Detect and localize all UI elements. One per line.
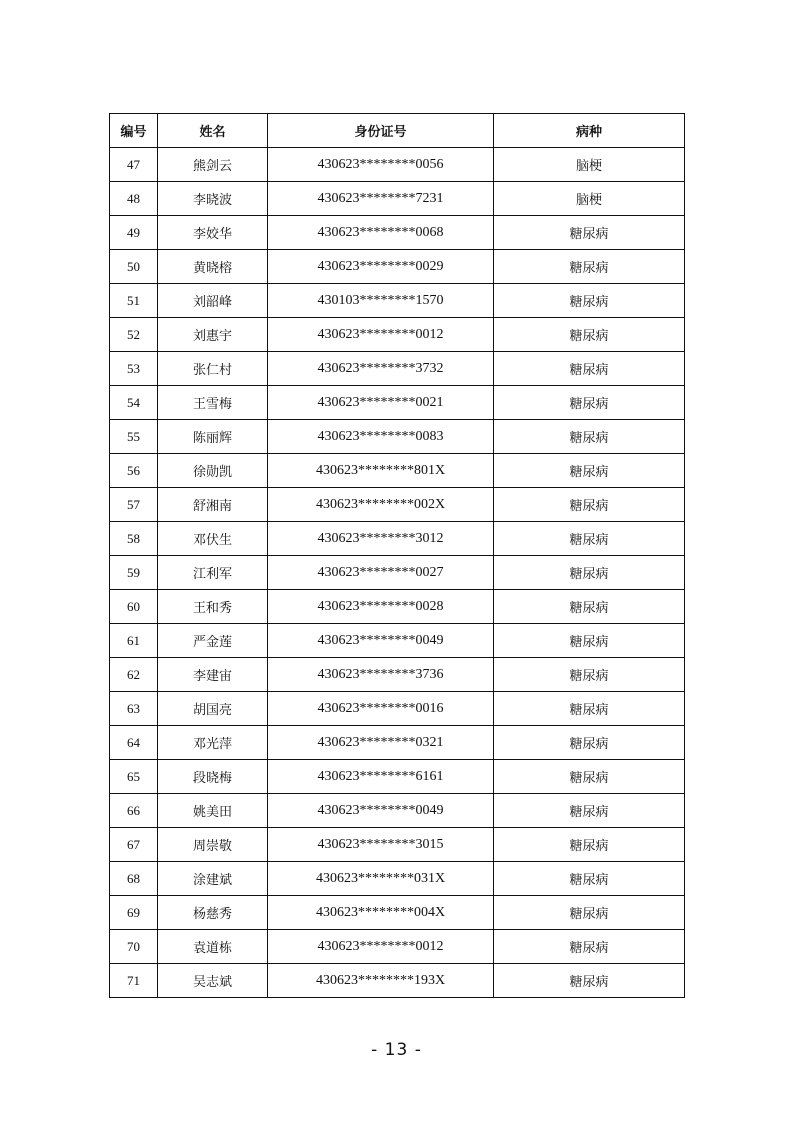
table-row <box>110 896 685 930</box>
cell-disease: 糖尿病 <box>494 726 685 760</box>
header-num: 编号 <box>110 114 158 148</box>
cell-id: 430623********0012 <box>268 930 494 964</box>
header-row <box>110 114 685 148</box>
cell-num: 53 <box>110 352 158 386</box>
cell-disease: 糖尿病 <box>494 352 685 386</box>
cell-name: 陈丽辉 <box>158 420 268 454</box>
cell-num: 65 <box>110 760 158 794</box>
cell-disease: 糖尿病 <box>494 284 685 318</box>
cell-id: 430623********801X <box>268 454 494 488</box>
cell-num: 63 <box>110 692 158 726</box>
cell-num: 59 <box>110 556 158 590</box>
table-row <box>110 862 685 896</box>
cell-disease: 糖尿病 <box>494 250 685 284</box>
cell-name: 严金莲 <box>158 624 268 658</box>
table-row <box>110 250 685 284</box>
table-header <box>110 114 685 148</box>
cell-id: 430623********0083 <box>268 420 494 454</box>
cell-id: 430623********0016 <box>268 692 494 726</box>
table-row <box>110 454 685 488</box>
table-row <box>110 760 685 794</box>
cell-name: 杨慈秀 <box>158 896 268 930</box>
table-row <box>110 658 685 692</box>
cell-id: 430623********0028 <box>268 590 494 624</box>
cell-name: 张仁村 <box>158 352 268 386</box>
cell-name: 刘韶峰 <box>158 284 268 318</box>
table-row <box>110 420 685 454</box>
cell-name: 邓伏生 <box>158 522 268 556</box>
table-row <box>110 148 685 182</box>
cell-disease: 糖尿病 <box>494 454 685 488</box>
table-row <box>110 964 685 998</box>
table-row <box>110 522 685 556</box>
cell-disease: 糖尿病 <box>494 896 685 930</box>
cell-id: 430623********3732 <box>268 352 494 386</box>
table-row <box>110 828 685 862</box>
cell-id: 430623********3736 <box>268 658 494 692</box>
cell-name: 袁道栋 <box>158 930 268 964</box>
cell-name: 李晓波 <box>158 182 268 216</box>
cell-id: 430623********0021 <box>268 386 494 420</box>
cell-id: 430623********002X <box>268 488 494 522</box>
table-row <box>110 624 685 658</box>
cell-num: 61 <box>110 624 158 658</box>
cell-id: 430623********193X <box>268 964 494 998</box>
cell-disease: 糖尿病 <box>494 930 685 964</box>
cell-id: 430623********031X <box>268 862 494 896</box>
cell-num: 48 <box>110 182 158 216</box>
cell-num: 62 <box>110 658 158 692</box>
table-row <box>110 284 685 318</box>
cell-id: 430623********3012 <box>268 522 494 556</box>
cell-id: 430623********0027 <box>268 556 494 590</box>
table-row <box>110 386 685 420</box>
cell-num: 57 <box>110 488 158 522</box>
table-row <box>110 794 685 828</box>
table-row <box>110 182 685 216</box>
cell-name: 舒湘南 <box>158 488 268 522</box>
cell-disease: 脑梗 <box>494 182 685 216</box>
cell-num: 69 <box>110 896 158 930</box>
table-row <box>110 216 685 250</box>
cell-id: 430623********7231 <box>268 182 494 216</box>
cell-disease: 糖尿病 <box>494 488 685 522</box>
cell-disease: 糖尿病 <box>494 590 685 624</box>
cell-name: 李姣华 <box>158 216 268 250</box>
table-row <box>110 318 685 352</box>
cell-name: 段晓梅 <box>158 760 268 794</box>
cell-id: 430623********0012 <box>268 318 494 352</box>
cell-name: 熊剑云 <box>158 148 268 182</box>
cell-id: 430103********1570 <box>268 284 494 318</box>
cell-num: 55 <box>110 420 158 454</box>
cell-num: 60 <box>110 590 158 624</box>
table-row <box>110 556 685 590</box>
cell-name: 胡国亮 <box>158 692 268 726</box>
table-row <box>110 726 685 760</box>
cell-num: 58 <box>110 522 158 556</box>
cell-name: 吴志斌 <box>158 964 268 998</box>
cell-id: 430623********0321 <box>268 726 494 760</box>
cell-name: 王雪梅 <box>158 386 268 420</box>
cell-id: 430623********0049 <box>268 624 494 658</box>
cell-num: 54 <box>110 386 158 420</box>
cell-name: 刘惠宇 <box>158 318 268 352</box>
cell-name: 李建宙 <box>158 658 268 692</box>
cell-disease: 糖尿病 <box>494 862 685 896</box>
cell-disease: 糖尿病 <box>494 386 685 420</box>
cell-num: 64 <box>110 726 158 760</box>
cell-name: 涂建斌 <box>158 862 268 896</box>
table-row <box>110 590 685 624</box>
cell-disease: 糖尿病 <box>494 216 685 250</box>
cell-name: 黄晓榕 <box>158 250 268 284</box>
cell-num: 51 <box>110 284 158 318</box>
cell-num: 56 <box>110 454 158 488</box>
cell-name: 周崇敬 <box>158 828 268 862</box>
cell-disease: 糖尿病 <box>494 692 685 726</box>
cell-id: 430623********0068 <box>268 216 494 250</box>
header-id: 身份证号 <box>268 114 494 148</box>
cell-name: 徐勋凯 <box>158 454 268 488</box>
cell-id: 430623********0049 <box>268 794 494 828</box>
page-number: - 13 - <box>371 1040 422 1060</box>
cell-id: 430623********3015 <box>268 828 494 862</box>
table-row <box>110 352 685 386</box>
cell-disease: 糖尿病 <box>494 760 685 794</box>
cell-id: 430623********0029 <box>268 250 494 284</box>
cell-num: 66 <box>110 794 158 828</box>
cell-num: 49 <box>110 216 158 250</box>
cell-disease: 糖尿病 <box>494 658 685 692</box>
cell-id: 430623********004X <box>268 896 494 930</box>
cell-num: 70 <box>110 930 158 964</box>
cell-num: 47 <box>110 148 158 182</box>
header-disease: 病种 <box>494 114 685 148</box>
cell-id: 430623********0056 <box>268 148 494 182</box>
cell-name: 姚美田 <box>158 794 268 828</box>
cell-num: 52 <box>110 318 158 352</box>
cell-num: 67 <box>110 828 158 862</box>
patient-table <box>109 113 685 998</box>
cell-disease: 脑梗 <box>494 148 685 182</box>
cell-num: 50 <box>110 250 158 284</box>
cell-num: 71 <box>110 964 158 998</box>
table-body <box>110 148 685 998</box>
table-row <box>110 930 685 964</box>
cell-disease: 糖尿病 <box>494 624 685 658</box>
table-row <box>110 692 685 726</box>
header-name: 姓名 <box>158 114 268 148</box>
cell-disease: 糖尿病 <box>494 420 685 454</box>
cell-disease: 糖尿病 <box>494 556 685 590</box>
cell-id: 430623********6161 <box>268 760 494 794</box>
cell-disease: 糖尿病 <box>494 794 685 828</box>
cell-disease: 糖尿病 <box>494 522 685 556</box>
table-row <box>110 488 685 522</box>
cell-name: 江利军 <box>158 556 268 590</box>
cell-name: 王和秀 <box>158 590 268 624</box>
cell-disease: 糖尿病 <box>494 828 685 862</box>
cell-disease: 糖尿病 <box>494 318 685 352</box>
cell-num: 68 <box>110 862 158 896</box>
cell-disease: 糖尿病 <box>494 964 685 998</box>
cell-name: 邓光萍 <box>158 726 268 760</box>
